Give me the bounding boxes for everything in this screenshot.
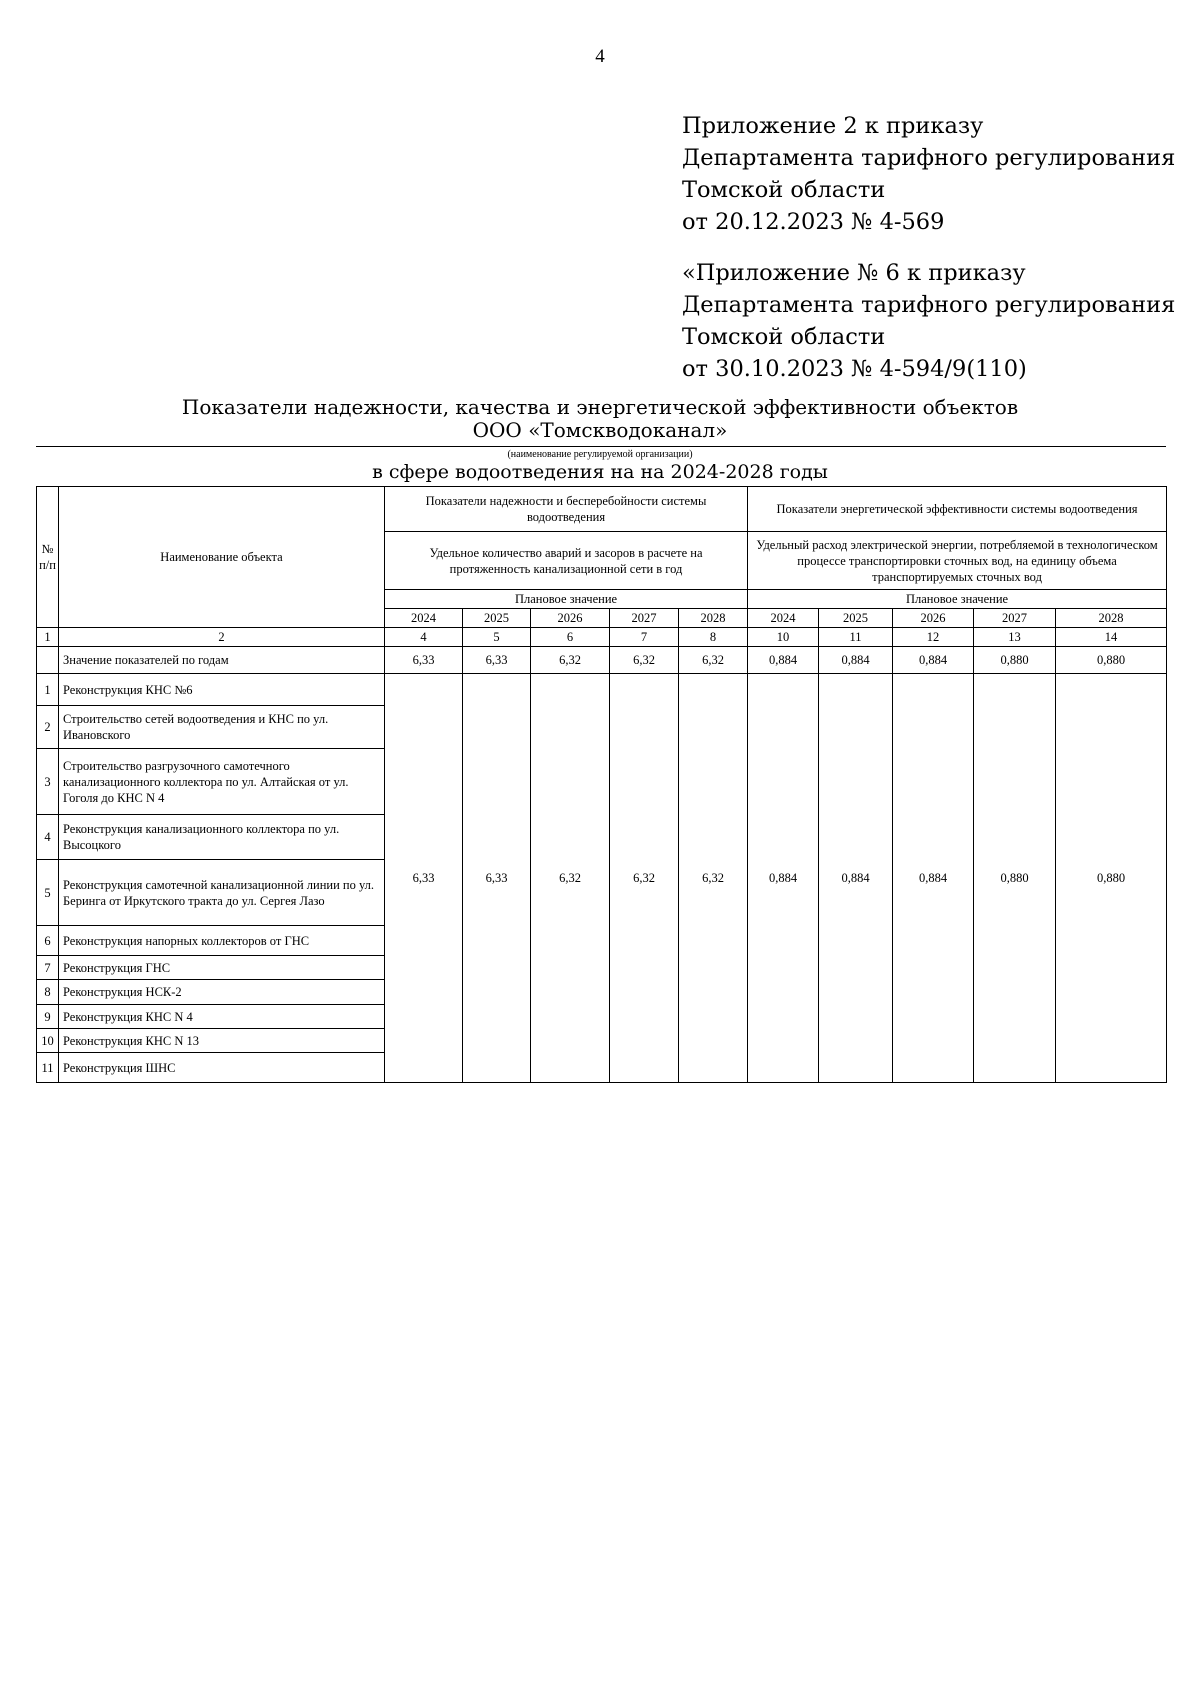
title-line-1: Показатели надежности, качества и энергетической эффективности объектов: [181, 395, 1019, 419]
summary-value: 6,33: [385, 647, 463, 674]
object-number: 5: [37, 860, 59, 926]
organization-caption: (наименование регулируемой организации): [507, 449, 693, 460]
header-year: 2024: [385, 609, 463, 628]
header-year: 2025: [463, 609, 531, 628]
column-number: 5: [463, 628, 531, 647]
column-number: 13: [974, 628, 1056, 647]
object-name: Реконструкция канализационного коллектора по ул. Высоцкого: [59, 815, 385, 860]
summary-value: 0,880: [1056, 647, 1167, 674]
summary-row: [37, 647, 1167, 674]
summary-value: 0,884: [819, 647, 893, 674]
header-year: 2027: [610, 609, 679, 628]
object-name: Реконструкция КНС №6: [59, 674, 385, 706]
object-name: Реконструкция самотечной канализационной линии по ул. Беринга от Иркутского тракта до ул. Сергея Лазо: [59, 860, 385, 926]
column-number: 7: [610, 628, 679, 647]
summary-value: 0,880: [974, 647, 1056, 674]
object-number: 7: [37, 956, 59, 980]
object-name: Строительство сетей водоотведения и КНС по ул. Ивановского: [59, 706, 385, 749]
summary-value: 6,33: [463, 647, 531, 674]
appendix-line: от 20.12.2023 № 4-569: [682, 209, 945, 235]
column-number: 4: [385, 628, 463, 647]
object-value: 0,884: [819, 674, 893, 1083]
summary-value: 0,884: [893, 647, 974, 674]
object-value: 6,33: [463, 674, 531, 1083]
object-number: 6: [37, 926, 59, 956]
appendix-line: «Приложение № 6 к приказу: [682, 260, 1026, 286]
object-value: 6,32: [531, 674, 610, 1083]
summary-label: Значение показателей по годам: [59, 647, 385, 674]
object-value: 6,32: [679, 674, 748, 1083]
object-number: 1: [37, 674, 59, 706]
column-number: 12: [893, 628, 974, 647]
object-value: 0,884: [893, 674, 974, 1083]
header-year: 2028: [1056, 609, 1167, 628]
object-number: 2: [37, 706, 59, 749]
header-number: № п/п: [37, 487, 59, 628]
appendix-line: Департамента тарифного регулирования: [682, 292, 1176, 318]
header-object-name: Наименование объекта: [59, 487, 385, 628]
page-number: 4: [595, 46, 605, 67]
object-name: Реконструкция ГНС: [59, 956, 385, 980]
header-year: 2026: [531, 609, 610, 628]
object-number: 8: [37, 980, 59, 1005]
object-name: Реконструкция НСК-2: [59, 980, 385, 1005]
object-name: Реконструкция КНС N 13: [59, 1029, 385, 1053]
title-organization: ООО «Томскводоканал»: [472, 418, 728, 442]
object-number: 3: [37, 749, 59, 815]
object-value: 6,32: [610, 674, 679, 1083]
appendix-line: Департамента тарифного регулирования: [682, 145, 1176, 171]
appendix-line: Приложение 2 к приказу: [682, 113, 984, 139]
header-year: 2025: [819, 609, 893, 628]
header-year: 2028: [679, 609, 748, 628]
header-year: 2027: [974, 609, 1056, 628]
summary-value: 6,32: [610, 647, 679, 674]
object-value: 6,33: [385, 674, 463, 1083]
column-number: 1: [37, 628, 59, 647]
header-reliability-planned: Плановое значение: [385, 590, 748, 609]
object-value: 0,884: [748, 674, 819, 1083]
object-name: Строительство разгрузочного самотечного канализационного коллектора по ул. Алтайская от ул. Гоголя до КНС N 4: [59, 749, 385, 815]
column-number: 11: [819, 628, 893, 647]
object-name: Реконструкция напорных коллекторов от ГНС: [59, 926, 385, 956]
table-row: [37, 674, 1167, 706]
summary-value: 0,884: [748, 647, 819, 674]
header-year: 2026: [893, 609, 974, 628]
column-number: 10: [748, 628, 819, 647]
object-name: Реконструкция ШНС: [59, 1053, 385, 1083]
column-number: 8: [679, 628, 748, 647]
object-number: 9: [37, 1005, 59, 1029]
appendix-current-order: [682, 110, 1175, 238]
object-number: 10: [37, 1029, 59, 1053]
indicators-table: [36, 486, 1167, 1083]
header-energy-group: Показатели энергетической эффективности системы водоотведения: [748, 487, 1167, 532]
column-number: 2: [59, 628, 385, 647]
header-year: 2024: [748, 609, 819, 628]
object-number: 11: [37, 1053, 59, 1083]
header-energy-indicator: Удельный расход электрической энергии, потребляемой в технологическом процессе транспортировки сточных вод, на единицу объема транспортируемых сточных вод: [748, 532, 1167, 590]
column-number: 14: [1056, 628, 1167, 647]
object-number: 4: [37, 815, 59, 860]
header-energy-planned: Плановое значение: [748, 590, 1167, 609]
title-underline: [36, 446, 1166, 447]
object-name: Реконструкция КНС N 4: [59, 1005, 385, 1029]
appendix-original-order: [682, 257, 1175, 385]
column-number: 6: [531, 628, 610, 647]
summary-number: [37, 647, 59, 674]
header-reliability-indicator: Удельное количество аварий и засоров в расчете на протяженность канализационной сети в год: [385, 532, 748, 590]
appendix-line: Томской области: [682, 177, 886, 203]
object-value: 0,880: [1056, 674, 1167, 1083]
appendix-line: от 30.10.2023 № 4-594/9(110): [682, 356, 1027, 382]
summary-value: 6,32: [531, 647, 610, 674]
document-title: [0, 396, 1200, 442]
title-scope: в сфере водоотведения на на 2024-2028 годы: [372, 461, 828, 483]
header-reliability-group: Показатели надежности и бесперебойности системы водоотведения: [385, 487, 748, 532]
summary-value: 6,32: [679, 647, 748, 674]
object-value: 0,880: [974, 674, 1056, 1083]
appendix-line: Томской области: [682, 324, 886, 350]
